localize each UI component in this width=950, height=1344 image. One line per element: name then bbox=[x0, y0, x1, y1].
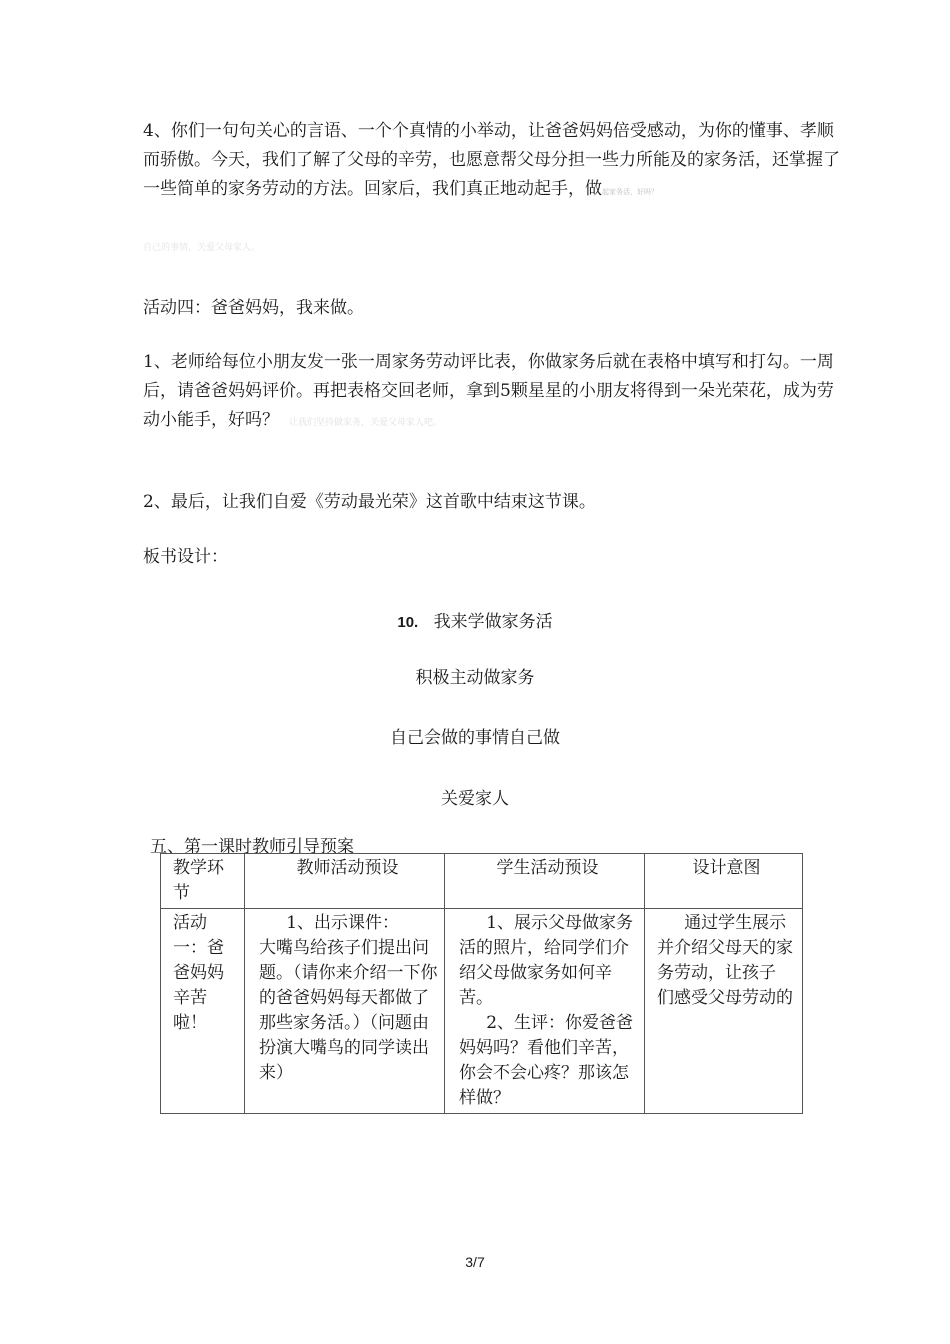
table-header-row bbox=[161, 854, 803, 909]
board-title-number: 10. bbox=[397, 614, 419, 631]
teacher-line-2: 大嘴鸟给孩子们提出问题。（请你来介绍一下你的爸爸妈妈每天都做了那些家务活。）（问题由扮演大嘴鸟的同学读出来） bbox=[259, 938, 438, 1083]
student-line-2: 2、生评：你爱爸爸妈妈吗？看他们辛苦，你会不会心疼？那该怎样做？ bbox=[459, 1013, 634, 1108]
board-design-label: 板书设计： bbox=[143, 547, 228, 567]
section-5-title: 五、第一课时教师引导预案 bbox=[150, 837, 354, 857]
activity-4-title: 活动四：爸爸妈妈，我来做。 bbox=[143, 298, 364, 318]
student-line-1: 1、展示父母做家务活的照片，给同学们介绍父母做家务如何辛苦。 bbox=[459, 913, 634, 1008]
cell-teacher bbox=[245, 909, 445, 1114]
cell-intent bbox=[645, 909, 803, 1114]
paragraph-4 bbox=[143, 117, 843, 207]
header-intent: 设计意图 bbox=[645, 854, 803, 909]
faint-inline-text: 起家务活，好吗？ bbox=[602, 188, 658, 196]
activity-4-item-1-text: 1、老师给每位小朋友发一张一周家务劳动评比表，你做家务后就在表格中填写和打勾。一周后，请爸爸妈妈评价。再把表格交回老师，拿到5颗星星的小朋友将得到一朵光荣花，成为劳动小能手，好吗？ bbox=[143, 352, 834, 430]
board-title-text: 我来学做家务活 bbox=[433, 612, 553, 632]
activity-4-item-2: 2、最后，让我们自爱《劳动最光荣》这首歌中结束这节课。 bbox=[143, 492, 596, 512]
header-student: 学生活动预设 bbox=[445, 854, 645, 909]
table-row bbox=[161, 909, 803, 1114]
cell-student bbox=[445, 909, 645, 1114]
board-line-3: 关爱家人 bbox=[441, 789, 509, 809]
activity-4-item-1 bbox=[143, 348, 843, 438]
intent-line-2: 并介绍父母天的家务劳动，让孩子 bbox=[657, 938, 793, 983]
cell-stage: 活动一：爸爸妈妈辛苦啦！ bbox=[161, 909, 245, 1114]
board-title bbox=[0, 607, 950, 632]
board-line-1: 积极主动做家务 bbox=[415, 668, 535, 688]
page-number: 3/7 bbox=[465, 1254, 485, 1270]
faint-line-text: 自己的事情，关爱父母家人。 bbox=[143, 243, 261, 253]
header-teacher: 教师活动预设 bbox=[245, 854, 445, 909]
intent-line-1: 通过学生展示 bbox=[684, 913, 787, 933]
board-line-2: 自己会做的事情自己做 bbox=[390, 728, 560, 748]
lesson-plan-table bbox=[160, 853, 803, 1114]
faint-inline-text-2: 让我们坚持做家务，关爱父母家人吧。 bbox=[289, 418, 443, 428]
paragraph-4-text: 4、你们一句句关心的言语、一个个真情的小举动，让爸爸妈妈倍受感动，为你的懂事、孝顺而骄傲。今天，我们了解了父母的辛劳，也愿意帮父母分担一些力所能及的家务活，还掌握了一些简单的家务劳动的方法。回家后，我们真正地动起手，做 bbox=[143, 121, 840, 199]
header-stage: 教学环节 bbox=[161, 854, 245, 909]
intent-line-3: 们感受父母劳动的 bbox=[657, 988, 793, 1008]
teacher-line-1: 1、出示课件： bbox=[286, 913, 400, 933]
